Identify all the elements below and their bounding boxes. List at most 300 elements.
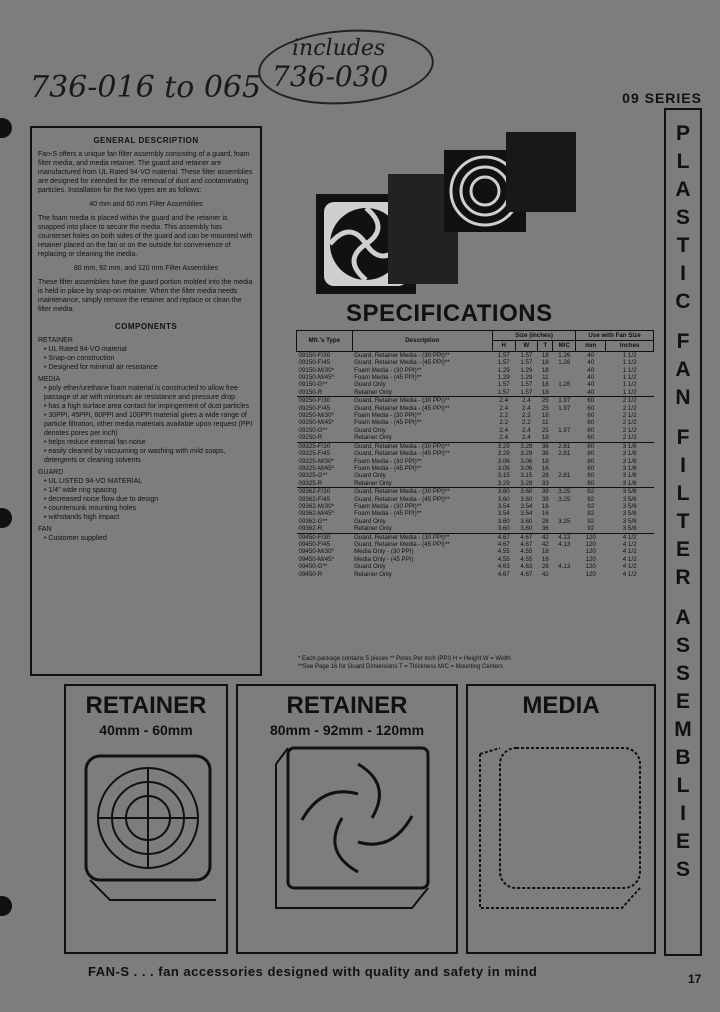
table-cell: 1 1/2 <box>622 359 637 367</box>
col-part: Mfr.'s Type <box>297 331 353 352</box>
retainer-large-box <box>236 684 458 954</box>
table-cell: 3 1/8 <box>622 450 637 458</box>
col-subheader: W <box>515 341 538 351</box>
table-cell: 3.60 <box>515 488 538 496</box>
list-item: • 30PPI, 45PPI, 60PPI and 100PPI material gives a wide range of particle filtration, other media materials available upon request (PPI denotes pores per inch) <box>44 411 254 438</box>
table-cell: Retainer Only <box>354 525 392 533</box>
table-cell: 18 <box>541 388 549 396</box>
table-cell: 16 <box>541 464 549 472</box>
list-item: • 1/4" wide ring spacing <box>44 486 254 495</box>
col-subheader: M/C <box>553 341 576 351</box>
table-cell: 4 1/2 <box>622 563 637 571</box>
table-cell: 09150-F/45 <box>298 359 331 367</box>
table-cell: 39 <box>538 488 553 496</box>
table-cell: 3.29 <box>520 450 533 458</box>
table-cell: 28 <box>541 472 549 480</box>
list-item: • poly ether/urethane foam material is constructed to allow free passage of air with minimum air resistance and pressure drop <box>44 384 254 402</box>
table-cell: 09362-M/45* <box>298 510 334 518</box>
handwritten-includes: includes <box>292 36 386 61</box>
table-cell: Guard, Retainer Media - (30 PPI)** <box>352 442 492 450</box>
table-cell: 09450-R <box>298 570 323 578</box>
general-intro: Fan-S offers a unique fan filter assembly consisting of a guard, foam filter media, and media retainer. The guard and retainer are manufactured from UL Rated 94-VO material. These filter assemblies are designed for intended for the removal of dust and contaminating particles. Installation for the two types are as follows: <box>38 151 253 194</box>
table-cell <box>553 434 576 442</box>
table-cell: 60 <box>587 412 595 420</box>
table-cell: Foam Media - (30 PPI)** <box>354 502 422 510</box>
table-cell: 4 1/2 <box>622 540 637 548</box>
table-cell: 18 <box>541 502 549 510</box>
media-title: MEDIA <box>522 692 600 719</box>
fan-image <box>506 132 576 212</box>
table-cell: Guard, Retainer Media - (30 PPI)** <box>352 533 492 541</box>
table-row <box>297 563 654 570</box>
table-cell: 25 <box>541 404 549 412</box>
table-cell: 4.55 <box>497 548 510 556</box>
side-title-bar <box>664 108 702 956</box>
table-cell: 60 <box>587 404 595 412</box>
table-row <box>297 518 654 525</box>
table-cell: 3.29 <box>515 442 538 450</box>
table-cell: 92 <box>576 488 606 496</box>
table-cell: 4.67 <box>497 540 510 548</box>
table-cell: 1.57 <box>520 381 533 389</box>
table-cell: 80 <box>587 464 595 472</box>
table-cell: 1 1/2 <box>622 381 637 389</box>
table-cell: 80 <box>587 450 595 458</box>
table-cell: 1.29 <box>497 374 510 382</box>
table-cell: 18 <box>541 381 549 389</box>
general-title: GENERAL DESCRIPTION <box>93 136 199 145</box>
table-cell: 1.57 <box>515 351 538 359</box>
components-title: COMPONENTS <box>114 322 178 331</box>
table-cell: 2 1/2 <box>622 412 637 420</box>
table-row <box>297 541 654 548</box>
table-cell: 33 <box>541 479 549 487</box>
table-cell: 3.06 <box>520 457 533 465</box>
table-cell: 25 <box>538 397 553 405</box>
table-cell <box>553 548 576 555</box>
table-cell: 3 5/8 <box>622 495 637 503</box>
table-cell: 18 <box>541 457 549 465</box>
general-description-box <box>30 126 262 676</box>
col-fan-size: Use with Fan Size <box>576 331 654 341</box>
table-row <box>297 480 654 488</box>
table-cell: 18 <box>541 359 549 367</box>
table-cell: 09250-G** <box>298 426 328 434</box>
table-cell: 40 <box>587 359 595 367</box>
table-cell: Retainer Only <box>354 570 392 578</box>
list-item: • Customer supplied <box>44 534 254 543</box>
table-cell: 2 1/2 <box>622 434 637 442</box>
table-cell: Retainer Only <box>354 434 392 442</box>
table-cell <box>553 419 576 426</box>
table-cell: 4.13 <box>558 563 571 571</box>
table-cell: 2.2 <box>522 412 531 420</box>
table-cell <box>553 374 576 381</box>
table-cell: 36 <box>541 525 549 533</box>
table-row <box>297 419 654 426</box>
table-row <box>297 434 654 442</box>
subhead-40-60: 40 mm and 60 mm Filter Assemblies <box>89 201 203 208</box>
table-cell: 2 1/2 <box>606 397 654 405</box>
footer-tagline: FAN-S . . . fan accessories designed with quality and safety in mind <box>88 964 538 979</box>
table-cell: 18 <box>541 366 549 374</box>
table-cell: 1.97 <box>558 426 571 434</box>
table-cell: 4.63 <box>497 563 510 571</box>
table-cell: 18 <box>541 412 549 420</box>
table-cell: 60 <box>587 419 595 427</box>
table-cell: 1.29 <box>520 374 533 382</box>
table-cell: 38 <box>538 442 553 450</box>
table-cell: 42 <box>538 533 553 541</box>
table-row <box>297 351 654 359</box>
table-notes <box>298 655 658 671</box>
table-row <box>297 510 654 517</box>
col-subheader: H <box>492 341 515 351</box>
table-cell: 39 <box>541 495 549 503</box>
guard-list <box>38 477 254 522</box>
list-item: • helps reduce external fan noise <box>44 438 254 447</box>
table-row <box>297 397 654 405</box>
table-cell: 09325-M/30* <box>298 457 334 465</box>
list-item: • withstands high impact <box>44 513 254 522</box>
table-cell: 2.4 <box>499 434 509 442</box>
table-cell: 4.13 <box>558 540 571 548</box>
table-cell: 38 <box>541 450 549 458</box>
table-row <box>297 496 654 503</box>
table-cell <box>553 367 576 374</box>
table-cell: 25 <box>541 426 549 434</box>
fan-list <box>38 534 254 543</box>
retainer-large-title: RETAINER <box>286 692 408 719</box>
table-cell: Foam Media - (30 PPI)** <box>354 366 422 374</box>
table-row <box>297 458 654 465</box>
table-cell <box>553 480 576 488</box>
table-cell: Guard, Retainer Media - (30 PPI)** <box>352 488 492 496</box>
table-cell: 3.29 <box>497 450 510 458</box>
table-cell <box>553 571 576 578</box>
table-cell: 18 <box>541 434 549 442</box>
table-cell: 2.4 <box>492 397 515 405</box>
table-row <box>297 374 654 381</box>
table-cell: Guard, Retainer Media - (30 PPI)** <box>352 351 492 359</box>
table-cell: Guard, Retainer Media - (45 PPI)** <box>354 359 450 367</box>
table-cell: Guard, Retainer Media - (30 PPI)** <box>352 397 492 405</box>
table-row <box>297 427 654 434</box>
table-cell: Media Only - (45 PPI) <box>354 555 414 563</box>
table-cell: 18 <box>538 351 553 359</box>
table-cell: 09362-F/30 <box>297 488 353 496</box>
table-row <box>297 359 654 366</box>
table-cell: 80 <box>587 472 595 480</box>
table-cell: 92 <box>587 510 595 518</box>
table-cell: 3 1/8 <box>622 464 637 472</box>
table-cell: 3.29 <box>492 442 515 450</box>
table-cell: 2.2 <box>499 419 509 427</box>
table-cell <box>553 389 576 397</box>
table-cell: 2.4 <box>522 404 531 412</box>
table-cell: 09150-M/30* <box>298 366 334 374</box>
table-cell: 3.06 <box>520 464 533 472</box>
retainer-list <box>38 345 254 372</box>
retainer-small-title: RETAINER <box>85 692 207 719</box>
table-cell: Foam Media - (45 PPI)** <box>354 419 422 427</box>
table-cell: 1.57 <box>492 351 515 359</box>
media-box <box>466 684 656 954</box>
table-cell: 09325-R <box>298 479 323 487</box>
table-cell: 3 5/8 <box>622 510 637 518</box>
table-cell: Guard, Retainer Media - (45 PPI)** <box>354 404 450 412</box>
table-row <box>297 472 654 479</box>
col-subheader: Inches <box>606 341 654 351</box>
specifications-table <box>296 330 654 578</box>
product-photo <box>300 128 590 298</box>
table-cell: Guard Only <box>354 517 386 525</box>
table-cell: 40 <box>587 374 595 382</box>
table-cell: 1.26 <box>553 351 576 359</box>
table-cell <box>553 465 576 472</box>
side-word: F I L T E R <box>675 426 691 589</box>
table-cell: 3 5/8 <box>622 525 637 533</box>
table-cell: 3 5/8 <box>622 502 637 510</box>
table-row <box>297 412 654 419</box>
table-cell: 09325-G** <box>298 472 328 480</box>
table-row <box>297 571 654 578</box>
table-cell: 2.4 <box>499 404 509 412</box>
table-cell: Foam Media - (30 PPI)** <box>354 412 422 420</box>
table-cell: 3.25 <box>553 488 576 496</box>
table-row <box>297 465 654 472</box>
table-cell <box>553 412 576 419</box>
subhead-80-120: 80 mm, 92 mm, and 120 mm Filter Assemblies <box>73 265 219 272</box>
table-row <box>297 442 654 450</box>
list-item: • has a high surface area contact for impingement of dust particles <box>44 402 254 411</box>
table-cell: 92 <box>587 495 595 503</box>
table-cell: Retainer Only <box>354 479 392 487</box>
table-row <box>297 367 654 374</box>
list-item: • UL LISTED 94-VO MATERIAL <box>44 477 254 486</box>
table-cell: 09362-G** <box>298 517 328 525</box>
table-cell: 2.81 <box>558 450 571 458</box>
table-cell: 3.54 <box>497 502 510 510</box>
table-cell: 1 1/2 <box>622 374 637 382</box>
table-cell: 92 <box>587 517 595 525</box>
table-cell: 09325-F/30 <box>297 442 353 450</box>
table-cell: 1 1/2 <box>622 366 637 374</box>
table-cell: 3.54 <box>520 510 533 518</box>
table-cell: 09150-F/30 <box>297 351 353 359</box>
table-cell: 09250-F/45 <box>298 404 331 412</box>
table-cell: 4 1/2 <box>622 570 637 578</box>
list-item: • UL Rated 94-VO material <box>44 345 254 354</box>
table-cell: 40 <box>587 381 595 389</box>
table-cell: 3.29 <box>497 479 510 487</box>
table-cell: Retainer Only <box>354 388 392 396</box>
table-cell: 92 <box>587 525 595 533</box>
table-cell: 3.60 <box>497 495 510 503</box>
retainer-label: RETAINER <box>38 337 73 344</box>
table-row <box>297 556 654 563</box>
paragraph-40-60: The foam media is placed within the guard and the retainer is snapped into place to secure the media. This assembly has counterset holes on both sides of the guard and can be mounted with retainer placed on the fan or on the outside for convenience of replacing or cleaning the media. <box>38 215 253 258</box>
retainer-small-sizes: 40mm - 60mm <box>99 722 193 738</box>
table-cell: 2.4 <box>515 397 538 405</box>
note-line-2: **See Page 16 for Guard Dimensions T = Thickness M/C = Mounting Centers <box>298 664 504 670</box>
note-line-1: * Each package contains 5 pieces ** Pores Per Inch (PPI) H = Height W = Width <box>298 656 511 662</box>
table-cell: 1.57 <box>497 388 510 396</box>
table-cell: 3.25 <box>558 517 571 525</box>
table-cell: 3 1/8 <box>606 442 654 450</box>
table-cell: 3.60 <box>497 517 510 525</box>
table-cell: 60 <box>576 397 606 405</box>
table-cell: 4.55 <box>520 548 533 556</box>
table-cell: 09450-G** <box>298 563 328 571</box>
retainer-large-drawing <box>272 744 432 924</box>
retainer-small-box <box>64 684 228 954</box>
table-cell: 2 1/2 <box>622 404 637 412</box>
table-cell: 09362-F/45 <box>298 495 331 503</box>
table-cell: 09325-F/45 <box>298 450 331 458</box>
handwritten-includes-code: 736-030 <box>272 60 389 93</box>
col-size: Size (inches) <box>492 331 575 341</box>
table-cell: 28 <box>541 517 549 525</box>
table-cell: 2 1/2 <box>622 426 637 434</box>
table-cell: Guard Only <box>354 426 386 434</box>
table-cell: Media Only - (30 PPI) <box>354 548 414 556</box>
handwritten-range: 736-016 to 065 <box>30 70 262 105</box>
page-number: 17 <box>688 972 702 986</box>
table-cell: 3.06 <box>497 457 510 465</box>
table-cell: 1.57 <box>520 359 533 367</box>
table-cell: Foam Media - (45 PPI)** <box>354 374 422 382</box>
col-subheader: mm <box>576 341 606 351</box>
table-cell: Guard Only <box>354 472 386 480</box>
table-cell: 09150-G** <box>298 381 328 389</box>
table-cell: 09362-M/30* <box>298 502 334 510</box>
table-cell: 16 <box>541 510 549 518</box>
list-item: • easily cleaned by vacuuming or washing with mild soaps, detergents or cleaning solvents <box>44 447 254 465</box>
guard-label: GUARD <box>38 469 64 476</box>
table-cell: 120 <box>585 548 596 556</box>
table-cell: 18 <box>541 548 549 556</box>
punch-hole <box>0 896 12 916</box>
table-row <box>297 405 654 412</box>
list-item: • Snap-on construction <box>44 354 254 363</box>
table-cell: 60 <box>587 434 595 442</box>
table-cell: Guard, Retainer Media - (45 PPI)** <box>354 450 450 458</box>
table-cell: 1 1/2 <box>622 388 637 396</box>
media-list <box>38 384 254 465</box>
table-cell: 09250-R <box>298 434 323 442</box>
col-description: Description <box>352 331 492 352</box>
table-cell: 3.60 <box>520 495 533 503</box>
side-word: A S S E M B L I E S <box>674 606 692 881</box>
table-cell: 2.4 <box>522 426 531 434</box>
table-cell: 4.67 <box>520 570 533 578</box>
table-cell: 09362-R <box>298 525 323 533</box>
table-row <box>297 381 654 388</box>
table-cell: 09325-M/45* <box>298 464 334 472</box>
table-cell <box>553 525 576 533</box>
specifications-title: SPECIFICATIONS <box>346 300 553 327</box>
table-cell: 120 <box>585 563 596 571</box>
table-cell: 2.81 <box>553 442 576 450</box>
table-cell: 3.60 <box>492 488 515 496</box>
table-cell: 1.29 <box>520 366 533 374</box>
table-cell: 4 1/2 <box>622 548 637 556</box>
retainer-large-sizes: 80mm - 92mm - 120mm <box>269 722 425 738</box>
table-cell <box>553 556 576 563</box>
table-cell: 4.67 <box>520 540 533 548</box>
table-cell: 4.67 <box>515 533 538 541</box>
media-drawing <box>476 740 648 940</box>
side-word: F A N <box>675 330 691 409</box>
media-label: MEDIA <box>38 376 61 383</box>
table-cell: 3.54 <box>520 502 533 510</box>
table-cell: 120 <box>585 570 596 578</box>
table-cell: 3.60 <box>520 525 533 533</box>
table-cell: 09150-R <box>298 388 323 396</box>
col-subheader: T <box>538 341 553 351</box>
table-cell: 3.06 <box>497 464 510 472</box>
table-cell: 2 1/2 <box>622 419 637 427</box>
table-cell: 42 <box>541 540 549 548</box>
table-cell: 1 1/2 <box>606 351 654 359</box>
table-cell: 4 1/2 <box>606 533 654 541</box>
table-cell: 80 <box>587 479 595 487</box>
table-cell: 11 <box>542 374 549 382</box>
table-cell: 4.55 <box>520 555 533 563</box>
table-cell: 2.4 <box>499 426 509 434</box>
table-cell <box>553 458 576 465</box>
table-row <box>297 488 654 496</box>
table-row <box>297 389 654 397</box>
table-cell <box>553 510 576 517</box>
table-cell: 3 5/8 <box>606 488 654 496</box>
table-cell: 09250-M/30* <box>298 412 334 420</box>
table-cell: 4.13 <box>553 533 576 541</box>
table-cell: 09450-F/45 <box>298 540 331 548</box>
table-cell: 120 <box>585 540 596 548</box>
table-cell: 1.97 <box>553 397 576 405</box>
table-cell: 2.81 <box>558 472 571 480</box>
table-cell: 3 1/8 <box>622 472 637 480</box>
table-cell: 40 <box>587 388 595 396</box>
table-cell <box>553 503 576 510</box>
paragraph-80-120: These filter assemblies have the guard portion molded into the media is held in place by snap-on retainer. When the filter media needs maintenance, simply remove the retainer and replace or clean the filter media. <box>38 279 253 313</box>
table-cell: Guard Only <box>354 563 386 571</box>
table-cell: 1.57 <box>497 381 510 389</box>
table-cell: 120 <box>576 533 606 541</box>
table-cell: Foam Media - (45 PPI)** <box>354 464 422 472</box>
table-cell: 40 <box>576 351 606 359</box>
table-cell: 3.29 <box>520 479 533 487</box>
table-cell: 4.67 <box>497 570 510 578</box>
table-cell: 09450-M/45* <box>298 555 334 563</box>
table-row <box>297 533 654 541</box>
list-item: • countersunk mounting holes <box>44 504 254 513</box>
table-row <box>297 450 654 457</box>
table-cell: 2.2 <box>522 419 531 427</box>
table-cell: 80 <box>576 442 606 450</box>
table-cell: 60 <box>587 426 595 434</box>
table-cell: Guard, Retainer Media - (45 PPI)** <box>354 495 450 503</box>
fan-label: FAN <box>38 526 52 533</box>
side-word: P L A S T I C <box>675 122 691 313</box>
table-cell: Foam Media - (45 PPI)** <box>354 510 422 518</box>
table-cell: 1.29 <box>497 366 510 374</box>
table-cell: Guard Only <box>354 381 386 389</box>
table-cell: 3.60 <box>497 525 510 533</box>
table-row <box>297 548 654 555</box>
